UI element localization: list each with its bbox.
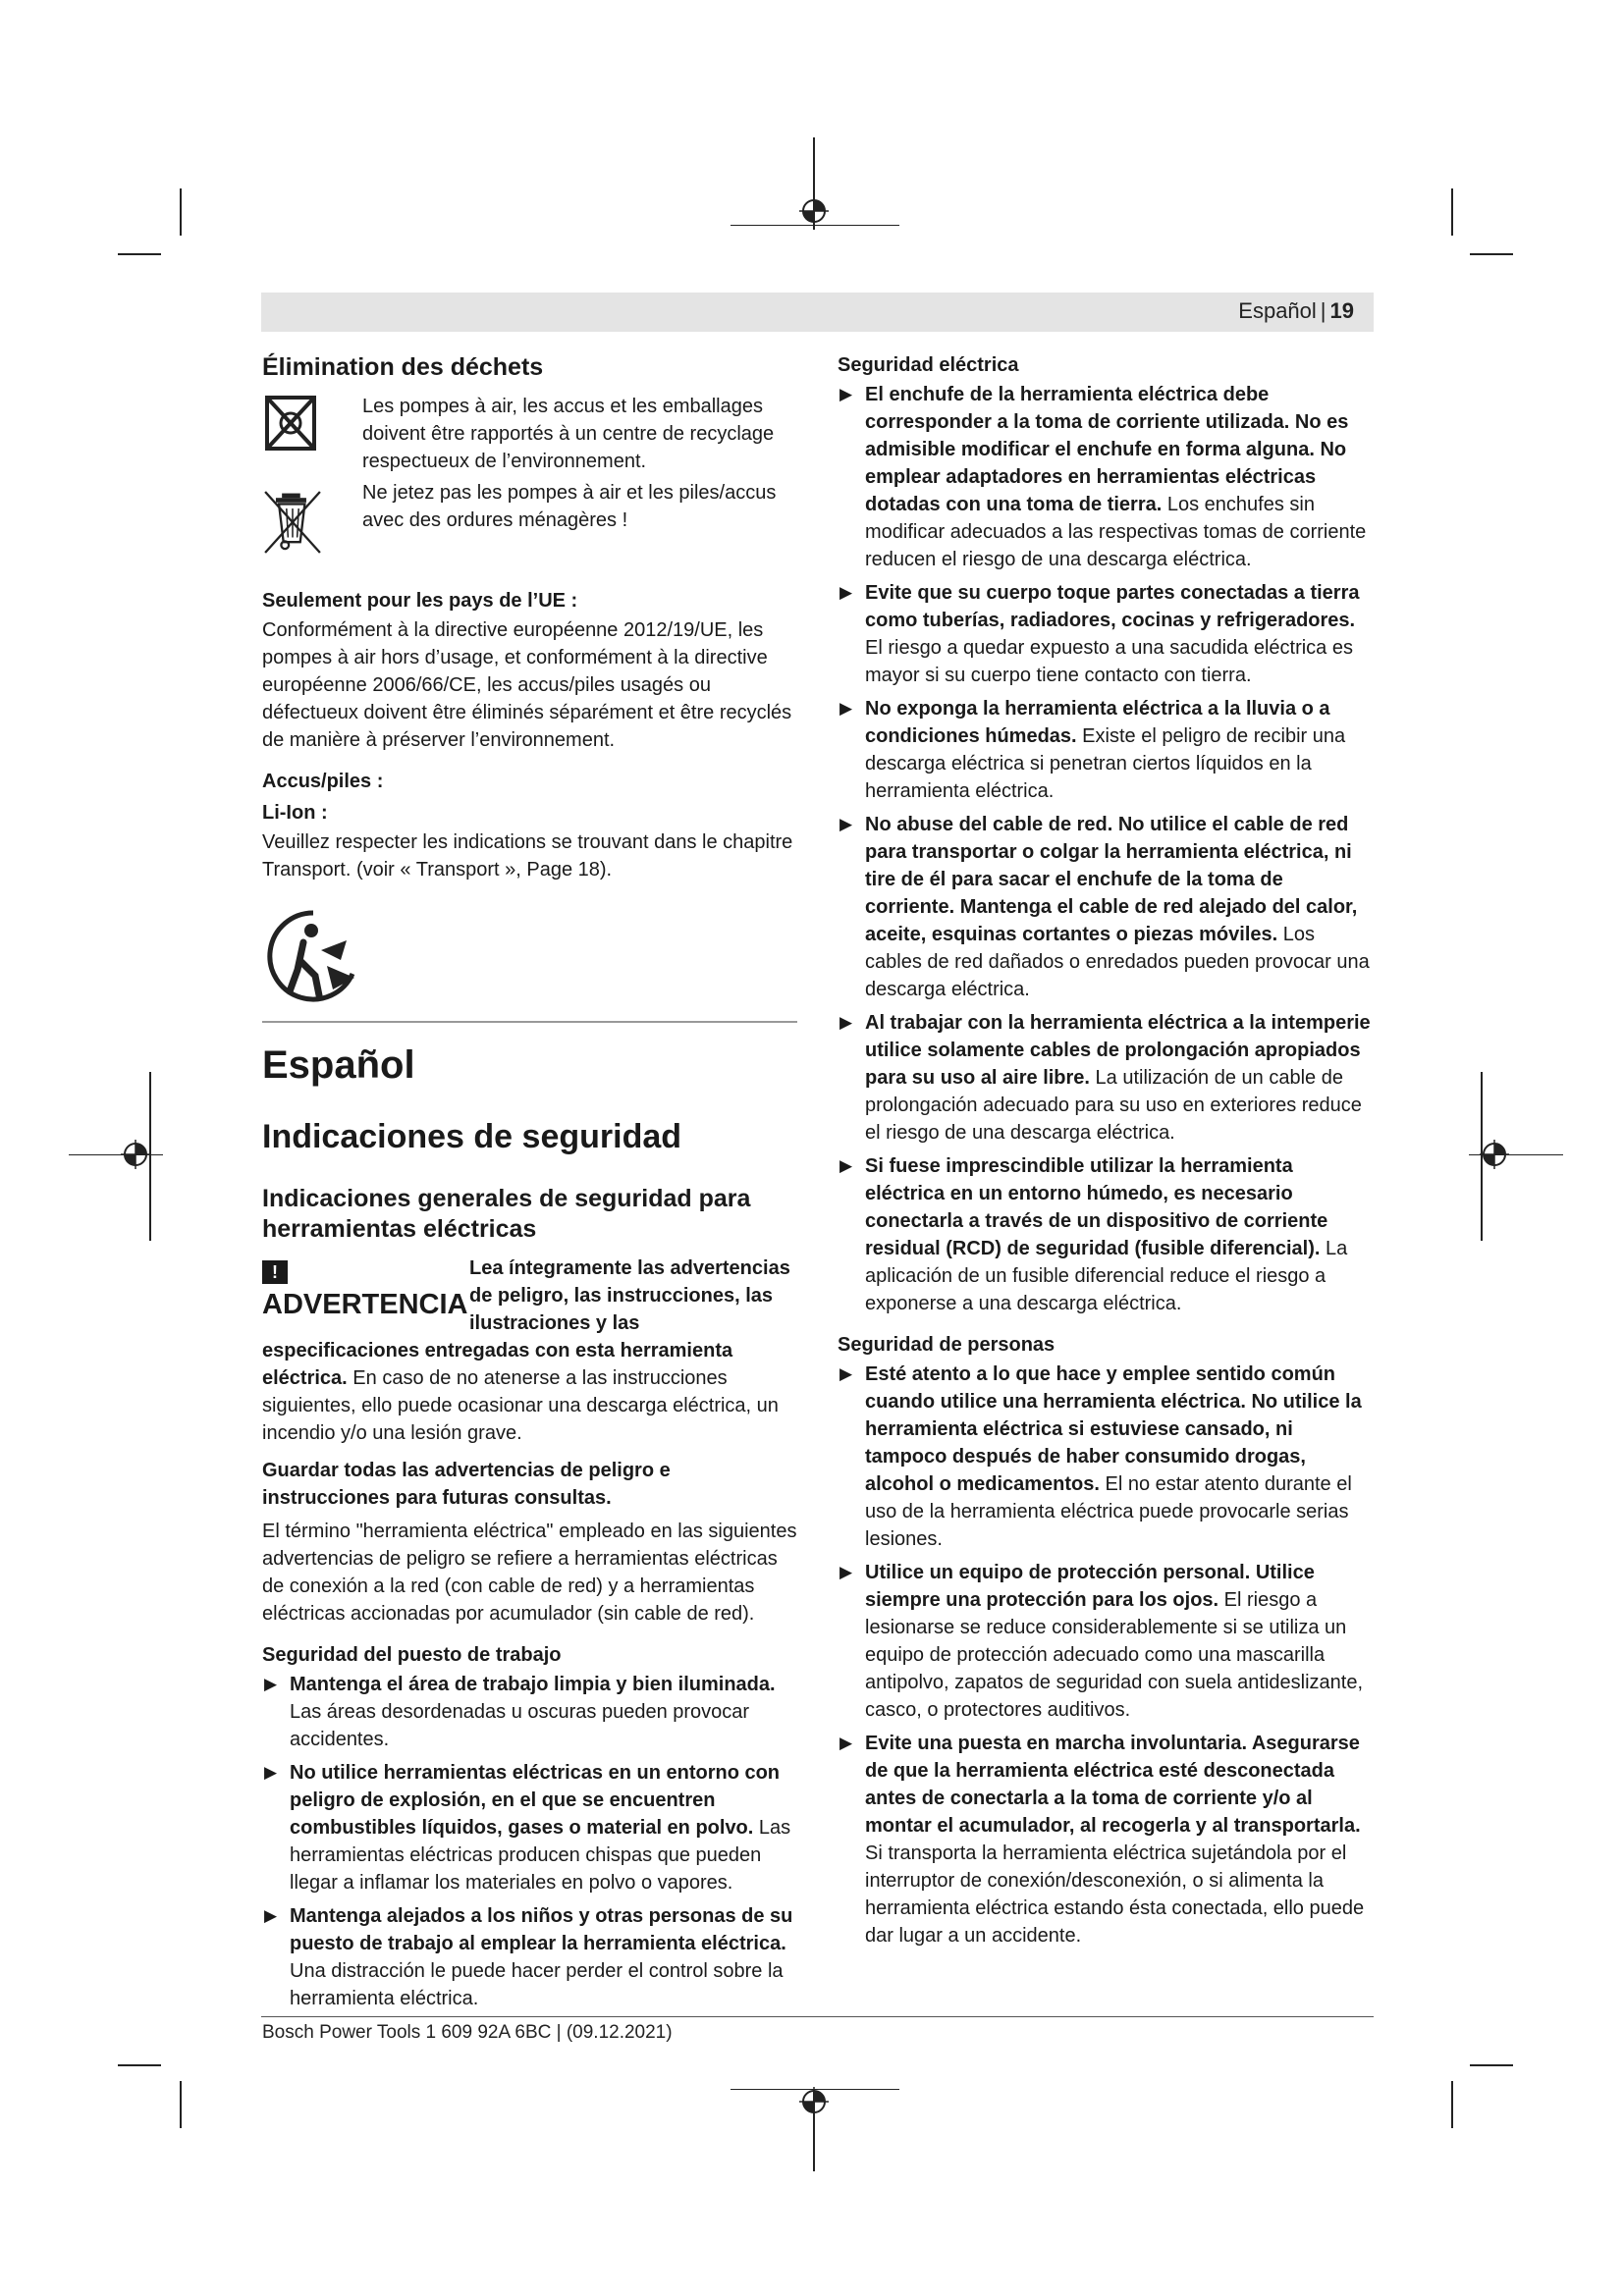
header-label: Español | 19 (1238, 298, 1354, 323)
left-column (262, 351, 797, 2018)
warning-bold-text: Lea íntegramente las advertencias de peligro, las instrucciones, las ilustraciones y las especificaciones entregadas con esta herramienta eléctrica. (262, 1257, 790, 1389)
keep-instructions-heading: Guardar todas las advertencias de peligro e instrucciones para futuras consultas. (262, 1460, 671, 1509)
item-text: Los enchufes sin modificar adecuados a las respectivas tomas de corriente reducen el riesgo de una descarga eléctrica. (865, 494, 1367, 570)
item-bold-text: No utilice herramientas eléctricas en un entorno con peligro de explosión, en el que se encuentren combustibles líquidos, gases o material en polvo. (290, 1762, 781, 1839)
accus-heading: Accus/piles : (262, 771, 384, 792)
battery-recycling-icon (262, 905, 364, 1007)
warning-label (262, 1255, 468, 1321)
item-bold-text: No abuse del cable de red. No utilice el cable de red para transportar o colgar la herramienta eléctrica, ni tire de él para sacar el enchufe de la toma de corriente. Mantenga el cable de red alejado del calor, aceite, esquinas cortantes o piezas móviles. (865, 814, 1358, 945)
item-text: Si transporta la herramienta eléctrica sujetándola por el interruptor de conexión/desconexión, o si alimenta la herramienta eléctrica estando ésta conectada, ello puede dar lugar a un accidente. (865, 1842, 1365, 1947)
item-text: Las áreas desordenadas u oscuras pueden provocar accidentes. (290, 1701, 750, 1750)
warning-triangle-icon: ! (262, 1260, 288, 1284)
item-text: El no estar atento durante el uso de la herramienta eléctrica puede provocarle serias lesiones. (865, 1473, 1352, 1550)
page-number: 19 (1329, 298, 1354, 323)
page-header (261, 293, 1374, 332)
disposal-row-recycle (262, 393, 797, 475)
bullet-triangle-icon: ▶ (839, 1013, 853, 1032)
list-item (838, 695, 1376, 805)
warning-text: En caso de no atenerse a las instrucciones siguientes, ello puede ocasionar una descarga eléctrica, un incendio y/o una lesión grave. (262, 1367, 779, 1444)
persons-list (838, 1361, 1376, 1949)
item-text: Una distracción le puede hacer perder el control sobre la herramienta eléctrica. (290, 1960, 784, 2009)
bullet-triangle-icon: ▶ (264, 1675, 278, 1693)
crop-mark (1451, 188, 1453, 236)
bullet-triangle-icon: ▶ (839, 583, 853, 602)
right-column (838, 351, 1376, 1955)
crop-mark (180, 188, 182, 236)
warning-label-text: ADVERTENCIA (262, 1289, 468, 1320)
crop-mark (1451, 2081, 1453, 2128)
list-item (838, 1361, 1376, 1553)
item-bold-text: Mantenga el área de trabajo limpia y bien iluminada. (290, 1674, 776, 1695)
disposal-text-2: Ne jetez pas les pompes à air et les piles/accus avec des ordures ménagères ! (362, 482, 777, 531)
term-definition-text: El término "herramienta eléctrica" empleado en las siguientes advertencias de peligro se refiere a herramientas eléctricas de conexión a la red (con cable de red) y a herramientas eléctricas accionadas por acumulador (sin cable de red). (262, 1521, 797, 1625)
item-bold-text: Esté atento a lo que hace y emplee sentido común cuando utilice una herramienta eléctrica. No utilice la herramienta eléctrica si estuviese cansado, ni tampoco después de haber consumido drogas, alcohol o medicamentos. (865, 1363, 1362, 1495)
bullet-triangle-icon: ▶ (839, 1734, 853, 1752)
electrical-safety-heading: Seguridad eléctrica (838, 354, 1019, 376)
item-text: El riesgo a quedar expuesto a una sacudida eléctrica es mayor si su cuerpo tiene contacto con tierra. (865, 637, 1353, 686)
liion-text: Veuillez respecter les indications se trouvant dans le chapitre Transport. (voir « Transport », Page 18). (262, 831, 793, 881)
item-bold-text: No exponga la herramienta eléctrica a la lluvia o a condiciones húmedas. (865, 698, 1330, 747)
disposal-row-bin (262, 479, 797, 565)
workplace-safety-heading: Seguridad del puesto de trabajo (262, 1644, 562, 1666)
language-title: Español (262, 1043, 415, 1087)
list-item (838, 1009, 1376, 1147)
list-item (838, 811, 1376, 1003)
list-item (838, 1559, 1376, 1724)
footer-text: Bosch Power Tools 1 609 92A 6BC | (09.12.2021) (262, 2022, 673, 2043)
list-item (838, 1152, 1376, 1317)
item-text: Existe el peligro de recibir una descarga eléctrica si penetran ciertos líquidos en la herramienta eléctrica. (865, 725, 1346, 802)
eu-heading: Seulement pour les pays de l’UE : (262, 590, 578, 612)
bullet-triangle-icon: ▶ (264, 1763, 278, 1782)
list-item (262, 1671, 797, 1753)
crop-mark (118, 253, 161, 255)
bullet-triangle-icon: ▶ (839, 1364, 853, 1383)
safety-heading: Indicaciones de seguridad (262, 1118, 682, 1155)
list-item (838, 1730, 1376, 1949)
recycle-packaging-icon (262, 393, 323, 454)
registration-target-icon (1480, 1140, 1509, 1169)
registration-target-icon (121, 1140, 150, 1169)
item-text: La aplicación de un fusible diferencial reduce el riesgo a exponerse a una descarga eléctrica. (865, 1238, 1348, 1314)
item-bold-text: El enchufe de la herramienta eléctrica debe corresponder a la toma de corriente utilizada. No es admisible modificar el enchufe en forma alguna. No emplear adaptadores en herramientas eléctricas dotadas con una toma de tierra. (865, 384, 1349, 515)
bullet-triangle-icon: ▶ (839, 1156, 853, 1175)
list-item (262, 1902, 797, 2012)
workplace-list (262, 1671, 797, 2012)
item-bold-text: Utilice un equipo de protección personal. Utilice siempre una protección para los ojos. (865, 1562, 1315, 1611)
registration-target-icon (799, 196, 829, 226)
warning-block (262, 1255, 797, 1447)
eu-text: Conformément à la directive européenne 2012/19/UE, les pompes à air hors d’usage, et conformément à la directive européenne 2006/66/CE, les accus/piles usagés ou défectueux doivent être éliminés séparément et être recyclés de manière à préserver l’environnement. (262, 619, 792, 751)
list-item (838, 579, 1376, 689)
item-bold-text: Evite que su cuerpo toque partes conectadas a tierra como tuberías, radiadores, cocinas y refrigeradores. (865, 582, 1360, 631)
crop-mark (1470, 2064, 1513, 2066)
list-item (838, 381, 1376, 573)
electrical-list (838, 381, 1376, 1317)
header-language: Español (1238, 298, 1317, 323)
item-text: El riesgo a lesionarse se reduce considerablemente si se utiliza un equipo de protección adecuado como una mascarilla antipolvo, zapatos de seguridad con suela antideslizante, casco, o protectores auditivos. (865, 1589, 1364, 1721)
bullet-triangle-icon: ▶ (839, 815, 853, 833)
item-bold-text: Si fuese imprescindible utilizar la herramienta eléctrica en un entorno húmedo, es necesario conectarla a través de un dispositivo de corriente residual (RCD) de seguridad (fusible diferencial). (865, 1155, 1328, 1259)
item-text: Los cables de red dañados o enredados pueden provocar una descarga eléctrica. (865, 924, 1370, 1000)
section-divider (262, 1021, 797, 1023)
liion-heading: Li-Ion : (262, 802, 328, 824)
list-item (262, 1759, 797, 1896)
crop-mark (118, 2064, 161, 2066)
crossed-bin-icon (262, 479, 323, 565)
footer-rule (261, 2016, 1374, 2017)
bullet-triangle-icon: ▶ (839, 385, 853, 403)
item-bold-text: Mantenga alejados a los niños y otras personas de su puesto de trabajo al emplear la herramienta eléctrica. (290, 1905, 793, 1954)
general-safety-heading: Indicaciones generales de seguridad para herramientas eléctricas (262, 1185, 751, 1243)
item-bold-text: Evite una puesta en marcha involuntaria. Asegurarse de que la herramienta eléctrica esté desconectada antes de conectarla a la toma de corriente y/o al montar el acumulador, al recogerla y al transportarla. (865, 1733, 1361, 1837)
item-bold-text: Al trabajar con la herramienta eléctrica a la intemperie utilice solamente cables de prolongación apropiados para su uso al aire libre. (865, 1012, 1371, 1089)
disposal-heading: Élimination des déchets (262, 353, 544, 381)
item-text: La utilización de un cable de prolongación adecuado para su uso en exteriores reduce el riesgo de una descarga eléctrica. (865, 1067, 1362, 1144)
registration-target-icon (799, 2087, 829, 2116)
bullet-triangle-icon: ▶ (264, 1906, 278, 1925)
bullet-triangle-icon: ▶ (839, 1563, 853, 1581)
bullet-triangle-icon: ▶ (839, 699, 853, 718)
crop-mark (180, 2081, 182, 2128)
personal-safety-heading: Seguridad de personas (838, 1334, 1056, 1356)
crop-mark (1470, 253, 1513, 255)
disposal-text-1: Les pompes à air, les accus et les emballages doivent être rapportés à un centre de recyclage respectueux de l’environnement. (362, 396, 775, 472)
item-text: Las herramientas eléctricas producen chispas que pueden llegar a inflamar los materiales en polvo o vapores. (290, 1817, 791, 1894)
